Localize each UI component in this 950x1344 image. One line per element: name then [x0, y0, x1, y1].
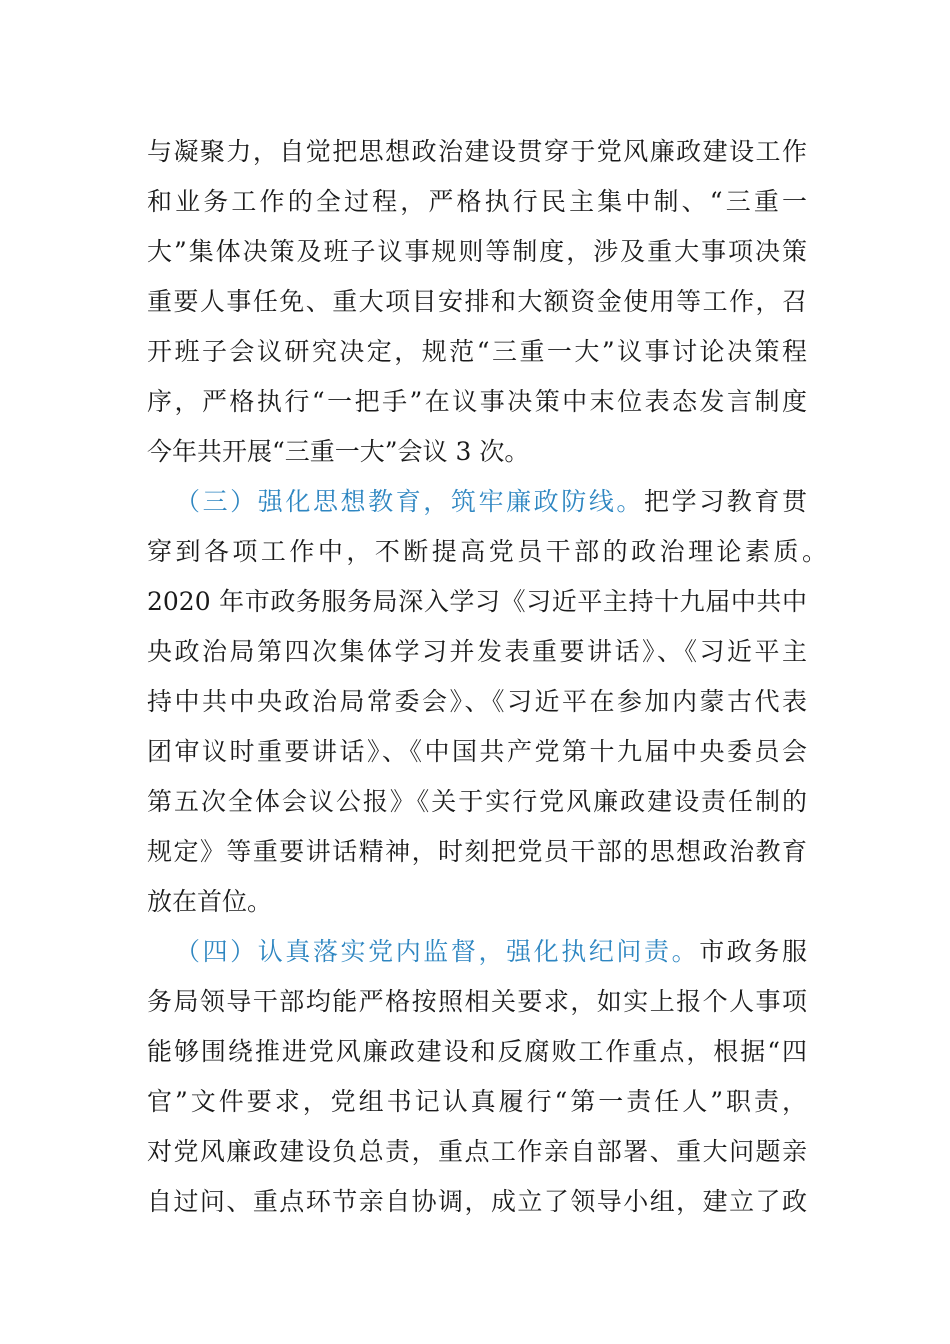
text-line: 规定》等重要讲话精神，时刻把党员干部的思想政治教育	[147, 837, 807, 866]
text-line: 2020 年市政务服务局深入学习《习近平主持十九届中共中	[147, 587, 807, 616]
text-line: 务局领导干部均能严格按照相关要求，如实上报个人事项	[147, 987, 807, 1016]
text-line: 穿到各项工作中，不断提高党员干部的政治理论素质。	[147, 537, 827, 566]
text-line: 开班子会议研究决定，规范“三重一大”议事讨论决策程	[147, 337, 807, 366]
text-line: 对党风廉政建设负总责，重点工作亲自部署、重大问题亲	[147, 1137, 807, 1166]
text-line: 和业务工作的全过程，严格执行民主集中制、“三重一	[147, 187, 807, 216]
text-line: 放在首位。	[147, 887, 273, 916]
text-line: 自过问、重点环节亲自协调，成立了领导小组，建立了政	[147, 1187, 807, 1216]
section-heading-line: （四）认真落实党内监督，强化执纪问责。市政务服	[175, 937, 807, 966]
text-line: 与凝聚力，自觉把思想政治建设贯穿于党风廉政建设工作	[147, 137, 807, 166]
text-line: 团审议时重要讲话》、《中国共产党第十九届中央委员会	[147, 737, 807, 766]
text-line: 重要人事任免、重大项目安排和大额资金使用等工作，召	[147, 287, 807, 316]
section-heading: （四）认真落实党内监督，强化执纪问责。	[175, 937, 700, 966]
text-line: 央政治局第四次集体学习并发表重要讲话》、《习近平主	[147, 637, 807, 666]
section-heading-line: （三）强化思想教育，筑牢廉政防线。把学习教育贯	[175, 487, 807, 516]
text-line: 今年共开展“三重一大”会议 3 次。	[147, 437, 530, 466]
text-line: 第五次全体会议公报》《关于实行党风廉政建设责任制的	[147, 787, 807, 816]
section-heading: （三）强化思想教育，筑牢廉政防线。	[175, 487, 645, 516]
text-line: 官”文件要求，党组书记认真履行“第一责任人”职责，	[147, 1087, 807, 1116]
text-line: 大”集体决策及班子议事规则等制度，涉及重大事项决策	[147, 237, 807, 266]
text-line: 能够围绕推进党风廉政建设和反腐败工作重点，根据“四	[147, 1037, 807, 1066]
text-line: 序，严格执行“一把手”在议事决策中末位表态发言制度	[147, 387, 807, 416]
text-line: 持中共中央政治局常委会》、《习近平在参加内蒙古代表	[147, 687, 807, 716]
